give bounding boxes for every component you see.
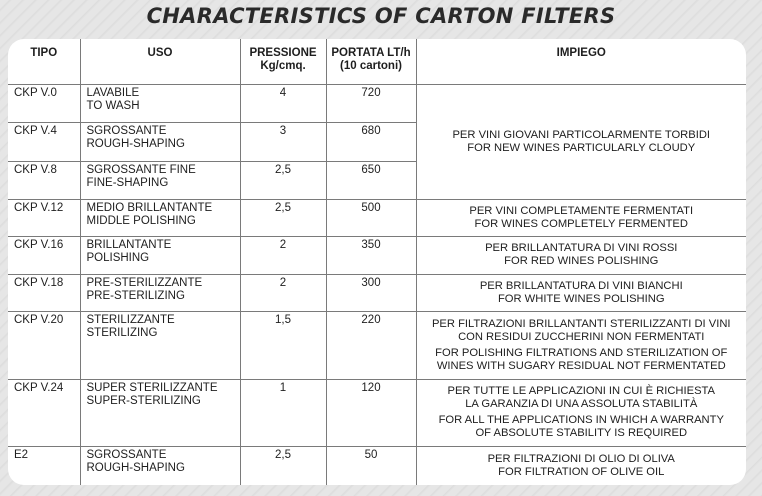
col-header-uso: USO: [80, 39, 240, 84]
col-header-tipo: TIPO: [8, 39, 80, 84]
table-row: [8, 237, 746, 274]
impiego-en: FOR RED WINES POLISHING: [504, 255, 659, 268]
cell-impiego-v12: [416, 199, 746, 236]
cell-impiego-e2: [416, 447, 746, 485]
cell-portata: 350: [326, 237, 416, 274]
impiego-en-line1: FOR POLISHING FILTRATIONS AND STERILIZATION OF: [435, 346, 728, 359]
impiego-it-line1: PER TUTTE LE APPLICAZIONI IN CUI È RICHIESTA: [447, 385, 715, 398]
impiego-en-line2: OF ABSOLUTE STABILITY IS REQUIRED: [475, 427, 688, 440]
cell-uso: [80, 379, 240, 447]
cell-tipo: CKP V.8: [8, 161, 80, 199]
uso-en: POLISHING: [86, 252, 150, 265]
cell-uso: [80, 274, 240, 311]
impiego-en-line2: WINES WITH SUGARY RESIDUAL NOT FERMENTATED: [436, 359, 726, 372]
cell-impiego-v16: [416, 237, 746, 274]
col-header-portata: [326, 39, 416, 84]
uso-it: PRE-STERILIZZANTE: [86, 276, 203, 289]
impiego-en-line1: FOR ALL THE APPLICATIONS IN WHICH A WARRANTY: [438, 414, 724, 427]
cell-uso: [80, 311, 240, 379]
cell-tipo: CKP V.16: [8, 237, 80, 274]
uso-it: STERILIZZANTE: [86, 313, 175, 326]
cell-portata: 220: [326, 311, 416, 379]
cell-pressione: 1,5: [240, 311, 326, 379]
uso-en: FINE-SHAPING: [86, 176, 169, 189]
cell-impiego-group-1: [416, 84, 746, 199]
table-header-row: [8, 39, 746, 84]
impiego-it: PER VINI COMPLETAMENTE FERMENTATI: [469, 205, 694, 218]
uso-it: LAVABILE: [86, 86, 140, 99]
cell-tipo: CKP V.4: [8, 123, 80, 161]
uso-en: ROUGH-SHAPING: [86, 462, 185, 475]
impiego-en: FOR WHITE WINES POLISHING: [497, 292, 665, 305]
impiego-it-block: [421, 318, 743, 344]
uso-it: SGROSSANTE: [86, 125, 167, 138]
table-row: [8, 199, 746, 236]
table-row: [8, 447, 746, 485]
cell-pressione: 4: [240, 84, 326, 122]
uso-en: STERILIZING: [86, 326, 158, 339]
cell-portata: 50: [326, 447, 416, 485]
cell-tipo: CKP V.0: [8, 84, 80, 122]
cell-uso: [80, 161, 240, 199]
cell-portata: 720: [326, 84, 416, 122]
uso-en: SUPER-STERILIZING: [86, 394, 201, 407]
cell-portata: 500: [326, 199, 416, 236]
cell-tipo: CKP V.20: [8, 311, 80, 379]
impiego-it: PER BRILLANTATURA DI VINI BIANCHI: [479, 279, 683, 292]
cell-pressione: 2,5: [240, 447, 326, 485]
impiego-it-block: [421, 385, 743, 411]
impiego-it: PER VINI GIOVANI PARTICOLARMENTE TORBIDI: [452, 128, 711, 141]
cell-pressione: 2: [240, 237, 326, 274]
cell-portata: 680: [326, 123, 416, 161]
uso-en: PRE-STERILIZING: [86, 289, 185, 302]
cell-uso: [80, 84, 240, 122]
table-row: [8, 84, 746, 122]
cell-tipo: CKP V.24: [8, 379, 80, 447]
impiego-en: FOR NEW WINES PARTICULARLY CLOUDY: [467, 141, 696, 154]
col-header-pressione: [240, 39, 326, 84]
table-row: [8, 379, 746, 447]
col-header-impiego: IMPIEGO: [416, 39, 746, 84]
impiego-en: FOR FILTRATION OF OLIVE OIL: [498, 466, 665, 479]
filters-table-panel: [8, 39, 746, 485]
col-header-portata-line2: (10 cartoni): [340, 60, 402, 72]
cell-tipo: CKP V.18: [8, 274, 80, 311]
impiego-en-block: [421, 347, 743, 373]
cell-tipo: CKP V.12: [8, 199, 80, 236]
cell-pressione: 2: [240, 274, 326, 311]
col-header-portata-line1: PORTATA LT/h: [331, 47, 411, 59]
cell-pressione: 2,5: [240, 199, 326, 236]
table-row: [8, 311, 746, 379]
impiego-it: PER FILTRAZIONI DI OLIO DI OLIVA: [487, 453, 675, 466]
col-header-pressione-line1: PRESSIONE: [249, 47, 317, 59]
uso-en: MIDDLE POLISHING: [86, 214, 196, 227]
uso-en: TO WASH: [86, 99, 140, 112]
cell-uso: [80, 447, 240, 485]
cell-impiego-v24: [416, 379, 746, 447]
cell-portata: 120: [326, 379, 416, 447]
cell-impiego-v18: [416, 274, 746, 311]
cell-pressione: 3: [240, 123, 326, 161]
uso-en: ROUGH-SHAPING: [86, 138, 185, 151]
uso-it: BRILLANTANTE: [86, 239, 172, 252]
impiego-en: FOR WINES COMPLETELY FERMENTED: [474, 218, 688, 231]
impiego-it-line2: CON RESIDUI ZUCCHERINI NON FERMENTATI: [458, 330, 705, 343]
uso-it: SUPER STERILIZZANTE: [86, 381, 218, 394]
uso-it: MEDIO BRILLANTANTE: [86, 201, 213, 214]
cell-uso: [80, 199, 240, 236]
table-row: [8, 274, 746, 311]
filters-table: [8, 39, 746, 485]
impiego-en-block: [421, 414, 743, 440]
cell-pressione: 2,5: [240, 161, 326, 199]
uso-it: SGROSSANTE FINE: [86, 163, 196, 176]
cell-tipo: E2: [8, 447, 80, 485]
uso-it: SGROSSANTE: [86, 449, 167, 462]
impiego-it-line2: LA GARANZIA DI UNA ASSOLUTA STABILITÀ: [465, 398, 698, 411]
col-header-pressione-line2: Kg/cmq.: [260, 60, 306, 72]
cell-portata: 650: [326, 161, 416, 199]
cell-portata: 300: [326, 274, 416, 311]
cell-pressione: 1: [240, 379, 326, 447]
impiego-it: PER BRILLANTATURA DI VINI ROSSI: [485, 242, 678, 255]
impiego-it-line1: PER FILTRAZIONI BRILLANTANTI STERILIZZANTI DI VINI: [431, 317, 731, 330]
cell-uso: [80, 123, 240, 161]
cell-uso: [80, 237, 240, 274]
page-title: CHARACTERISTICS OF CARTON FILTERS: [146, 4, 616, 28]
cell-impiego-v20: [416, 311, 746, 379]
